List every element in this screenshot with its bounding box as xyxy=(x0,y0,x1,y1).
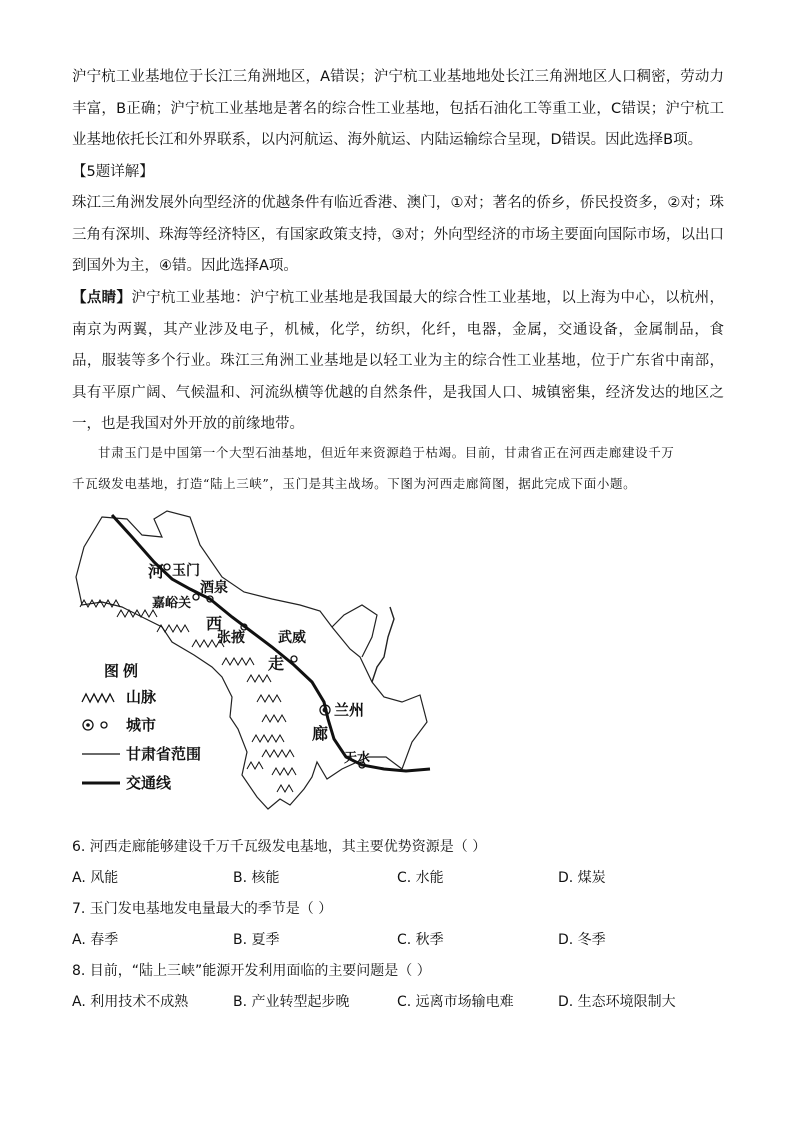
traffic-line xyxy=(112,515,430,771)
legend-traffic xyxy=(80,772,171,793)
q8-option-a[interactable]: A. 利用技术不成熟 xyxy=(72,994,189,1010)
tips-label: 【点睛】 xyxy=(72,290,132,306)
yellow-river xyxy=(372,607,394,682)
city-label-wuwei: 武威 xyxy=(278,630,306,646)
city-label-jiuquan: 酒泉 xyxy=(200,580,228,596)
city-label-yumen: 玉门 xyxy=(172,563,200,579)
q6-option-c[interactable]: C. 水能 xyxy=(397,870,444,886)
q6-option-d[interactable]: D. 煤炭 xyxy=(558,870,606,886)
q8-option-d[interactable]: D. 生态环境限制大 xyxy=(558,994,676,1010)
q6-option-a[interactable]: A. 风能 xyxy=(72,870,119,886)
city-legend-icon xyxy=(80,717,122,733)
legend-traffic-label: 交通线 xyxy=(126,774,172,792)
city-label-zhangye: 张掖 xyxy=(217,630,245,646)
legend-city xyxy=(80,714,156,735)
legend-mountain xyxy=(80,686,156,707)
city-label-tianshui: 天水 xyxy=(344,751,371,766)
question-6-stem: 6. 河西走廊能够建设千万千瓦级发电基地，其主要优势资源是（ ） xyxy=(72,839,487,855)
legend-mountain-label: 山脉 xyxy=(126,688,157,706)
city-label-jiayuguan: 嘉峪关 xyxy=(152,596,192,611)
city-label-lanzhou: 兰州 xyxy=(334,701,365,719)
legend-boundary-label: 甘肃省范围 xyxy=(126,745,202,763)
q7-option-b[interactable]: B. 夏季 xyxy=(233,932,280,948)
question-8-stem: 8. 目前，“陆上三峡”能源开发利用面临的主要问题是（ ） xyxy=(72,963,431,979)
tips-paragraph xyxy=(72,283,724,441)
traffic-legend-icon xyxy=(80,775,122,791)
boundary-legend-icon xyxy=(80,746,122,762)
q8-option-b[interactable]: B. 产业转型起步晚 xyxy=(233,994,350,1010)
q7-option-c[interactable]: C. 秋季 xyxy=(397,932,444,948)
explanation-q4: 沪宁杭工业基地位于长江三角洲地区，A错误；沪宁杭工业基地地处长江三角洲地区人口稠密，劳动力丰富，B正确；沪宁杭工业基地是著名的综合性工业基地，包括石油化工等重工业，C错误；沪宁杭工业基地依托长江和外界联系，以内河航运、海外航运、内陆运输综合呈现，D错误。因此选择B项。 xyxy=(72,69,724,148)
corridor-char-4: 廊 xyxy=(312,724,329,743)
legend-boundary xyxy=(80,743,201,764)
q8-option-c[interactable]: C. 远离市场输电难 xyxy=(397,994,514,1010)
city-lanzhou-marker-inner xyxy=(323,708,327,712)
mountain-legend-icon xyxy=(80,689,122,705)
q7-option-d[interactable]: D. 冬季 xyxy=(558,932,606,948)
tips-text: 沪宁杭工业基地：沪宁杭工业基地是我国最大的综合性工业基地，以上海为中心，以杭州，南京为两翼，其产业涉及电子，机械，化学，纺织，化纤，电器，金属，交通设备，金属制品，食品，服装等多个行业。珠江三角洲工业基地是以轻工业为主的综合性工业基地，位于广东省中南部，具有平原广阔、气候温和、河流纵横等优越的自然条件，是我国人口、城镇密集，经济发达的地区之一，也是我国对外开放的前缘地带。 xyxy=(72,290,725,432)
gansu-boundary-east xyxy=(332,605,377,657)
legend-title: 图例 xyxy=(104,662,143,680)
q6-option-b[interactable]: B. 核能 xyxy=(233,870,280,886)
city-yumen-marker xyxy=(164,564,170,570)
question-7-stem: 7. 玉门发电基地发电量最大的季节是（ ） xyxy=(72,901,333,917)
q5-detail-heading: 【5题详解】 xyxy=(72,164,154,180)
legend-city-label: 城市 xyxy=(126,716,157,734)
corridor-char-1: 河 xyxy=(148,562,165,581)
explanation-q5: 珠江三角洲发展外向型经济的优越条件有临近香港、澳门，①对；著名的侨乡，侨民投资多，②对；珠三角有深圳、珠海等经济特区，有国家政策支持，③对；外向型经济的市场主要面向国际市场，以出口到国外为主，④错。因此选择A项。 xyxy=(72,195,724,274)
city-jiayuguan-marker xyxy=(193,594,199,600)
intro-line-1: 甘肃玉门是中国第一个大型石油基地，但近年来资源趋于枯竭。目前，甘肃省正在河西走廊建设千万 xyxy=(98,445,675,460)
corridor-char-2: 西 xyxy=(206,614,223,633)
intro-line-2: 千瓦级发电基地，打造“陆上三峡”，玉门是其主战场。下图为河西走廊简图，据此完成下面小题。 xyxy=(72,476,637,491)
city-wuwei-marker xyxy=(291,656,297,662)
q7-option-a[interactable]: A. 春季 xyxy=(72,932,119,948)
corridor-char-3: 走 xyxy=(268,654,285,673)
